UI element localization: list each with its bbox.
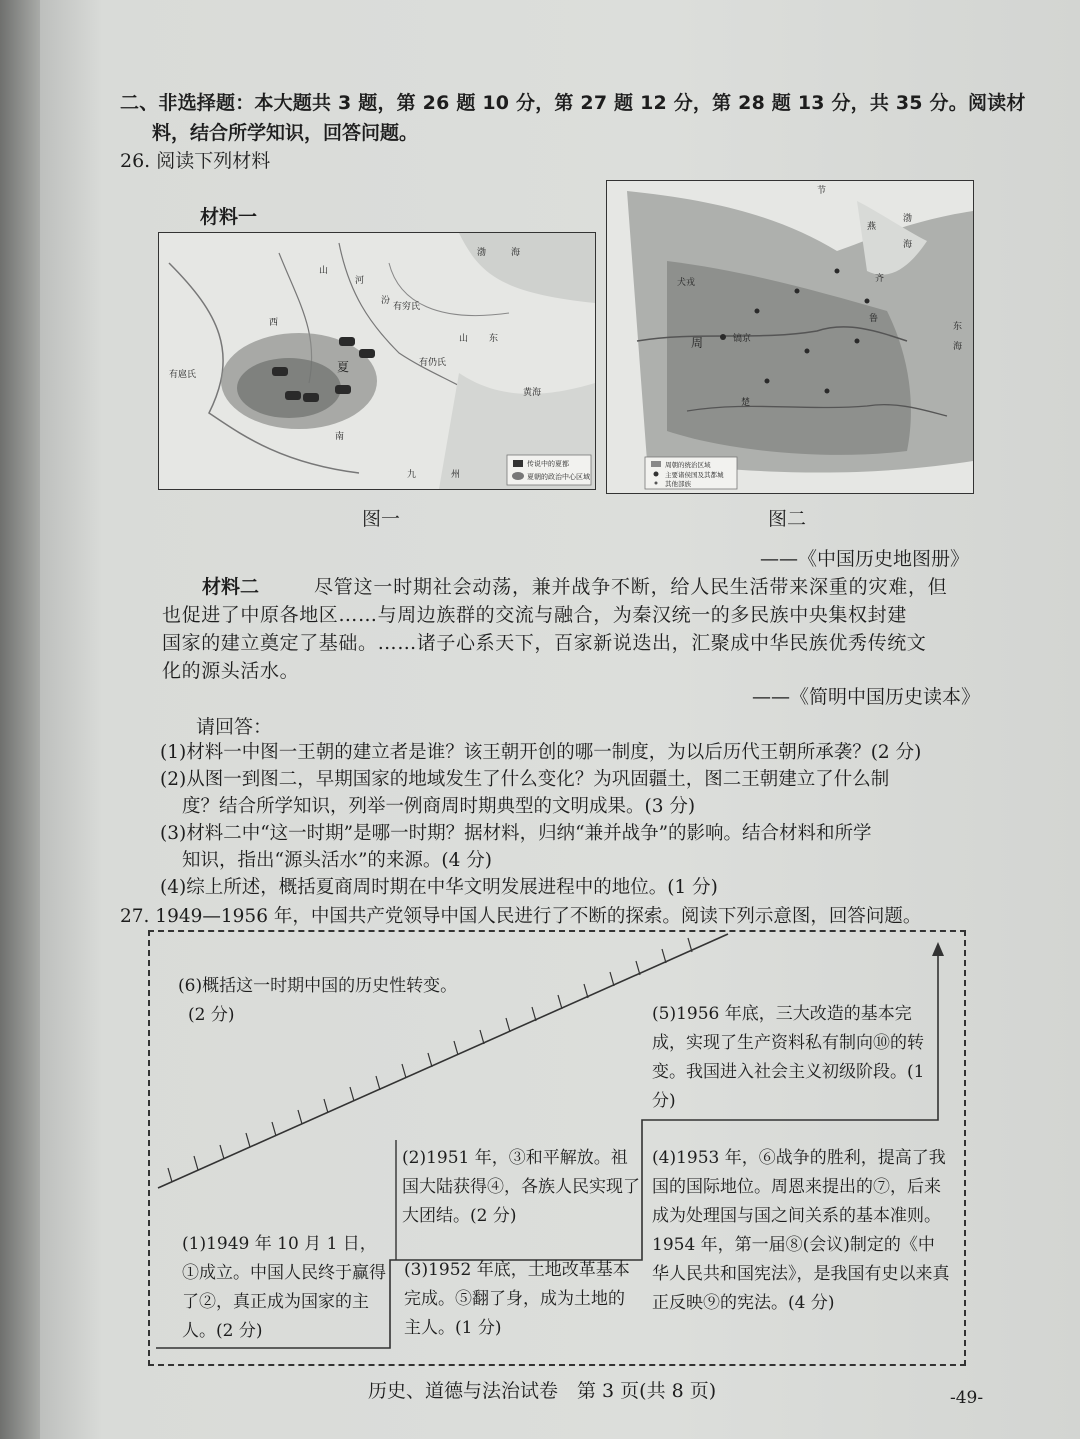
material2-source: ——《简明中国历史读本》 [752, 686, 981, 708]
material1-label: 材料一 [200, 206, 258, 228]
map2-label: 鲁 [869, 314, 879, 324]
map1-label: 海 [511, 248, 521, 258]
map1-label: 河 [355, 276, 365, 286]
map1-label: 西 [269, 318, 279, 328]
map1-label: 有穷氏 [393, 302, 421, 312]
material2-label: 材料二 [202, 576, 260, 598]
fig1-caption: 图一 [362, 508, 401, 530]
box-5: (5)1956 年底，三大改造的基本完成，实现了生产资料私有制向⑩的转变。我国进入社会主义初级阶段。(1 分) [652, 1004, 925, 1111]
map2-legend-zhou: 周朝的统治区域 [665, 461, 711, 469]
fig2-caption: 图二 [768, 508, 807, 530]
map1-label: 有扈氏 [169, 370, 197, 380]
box-1: (1)1949 年 10 月 1 日，①成立。中国人民终于赢得了②，真正成为国家的主人。(2 分) [182, 1234, 386, 1341]
map1-label: 有仍氏 [419, 358, 447, 368]
please-answer: 请回答： [196, 716, 273, 738]
map1-label: 山 [459, 334, 469, 344]
q27-title: 27. 1949—1956 年，中国共产党领导中国人民进行了不断的探索。阅读下列示意图，回答问题。 [120, 906, 922, 927]
question-26-3: (3)材料二中“这一时期”是哪一时期？据材料，归纳“兼并战争”的影响。结合材料和所学 [160, 823, 872, 844]
question-26-3-cont: 知识，指出“源头活水”的来源。(4 分) [182, 850, 493, 871]
box-6-line1: (6)概括这一时期中国的历史性转变。 [178, 976, 458, 996]
map1-label: 南 [335, 432, 345, 442]
box-4: (4)1953 年，⑥战争的胜利，提高了我国的国际地位。周恩来提出的⑦，后来成为处理国与国之间关系的基本准则。1954 年，第一届⑧(会议)制定的《中华人民共和国宪法》，是我国有史以来真正反映⑨的宪法。(4 分) [652, 1148, 950, 1313]
map2-label: 海 [903, 240, 913, 250]
box-3: (3)1952 年底，土地改革基本完成。⑤翻了身，成为土地的主人。(1 分) [404, 1260, 630, 1338]
box-6 [178, 972, 508, 1030]
section-heading-line2: 料，结合所学知识，回答问题。 [152, 122, 419, 144]
map2-label: 海 [953, 342, 963, 352]
question-26-1: (1)材料一中图一王朝的建立者是谁？该王朝开创的哪一制度，为以后历代王朝所承袭？(2 分) [160, 742, 922, 763]
map2-label: 渤 [903, 214, 913, 224]
map1-label: 夏 [337, 360, 350, 374]
page-number: -49- [950, 1388, 984, 1408]
map-figure-1 [158, 232, 596, 490]
section-heading-line1: 二、非选择题：本大题共 3 题，第 26 题 10 分，第 27 题 12 分，第 28 题 13 分，共 35 分。阅读材 [120, 92, 1026, 114]
footer-text: 历史、道德与法治试卷 第 3 页(共 8 页) [368, 1380, 717, 1402]
map2-legend-tribes: 其他部族 [665, 480, 691, 488]
map2-label: 节 [817, 186, 827, 196]
map1-legend-region: 夏朝的政治中心区域 [527, 473, 590, 481]
material2-line: 国家的建立奠定了基础。……诸子心系天下，百家新说迭出，汇聚成中华民族优秀传统文 [162, 632, 927, 654]
map1-label: 黄海 [523, 388, 542, 398]
map1-label: 汾 [381, 296, 391, 306]
box-6-line2: (2 分) [188, 1005, 235, 1025]
map1-label: 州 [451, 470, 461, 480]
map2-label: 燕 [867, 222, 877, 232]
material2-line: 化的源头活水。 [162, 660, 300, 682]
question-26-2: (2)从图一到图二，早期国家的地域发生了什么变化？为巩固疆土，图二王朝建立了什么制 [160, 769, 890, 790]
question-26-4: (4)综上所述，概括夏商周时期在中华文明发展进程中的地位。(1 分) [160, 877, 718, 898]
map1-legend-capital: 传说中的夏都 [527, 460, 569, 468]
map1-label: 东 [489, 334, 499, 344]
material2-line: 尽管这一时期社会动荡，兼并战争不断，给人民生活带来深重的灾难，但 [314, 576, 948, 598]
map-figure-2 [606, 180, 974, 494]
map2-label: 东 [953, 322, 963, 332]
map1-label: 九 [407, 470, 417, 480]
map1-label: 渤 [477, 248, 487, 258]
map2-label: 周 [691, 336, 704, 350]
question-26-2-cont: 度？结合所学知识，列举一例商周时期典型的文明成果。(3 分) [182, 796, 696, 817]
map1-label: 山 [319, 266, 329, 276]
book-spine-shadow [0, 0, 40, 1439]
q26-title: 26. 阅读下列材料 [120, 150, 271, 172]
map2-label: 齐 [875, 274, 885, 284]
map2-label: 镐京 [733, 334, 752, 344]
box-2: (2)1951 年，③和平解放。祖国大陆获得④，各族人民实现了大团结。(2 分) [402, 1148, 640, 1226]
map2-legend-states: 主要诸侯国及其都城 [665, 471, 724, 479]
map2-label: 楚 [741, 398, 751, 408]
map-source: ——《中国历史地图册》 [760, 548, 970, 570]
map2-label: 犬戎 [677, 278, 696, 288]
material2-line: 也促进了中原各地区……与周边族群的交流与融合，为秦汉统一的多民族中央集权封建 [162, 604, 907, 626]
